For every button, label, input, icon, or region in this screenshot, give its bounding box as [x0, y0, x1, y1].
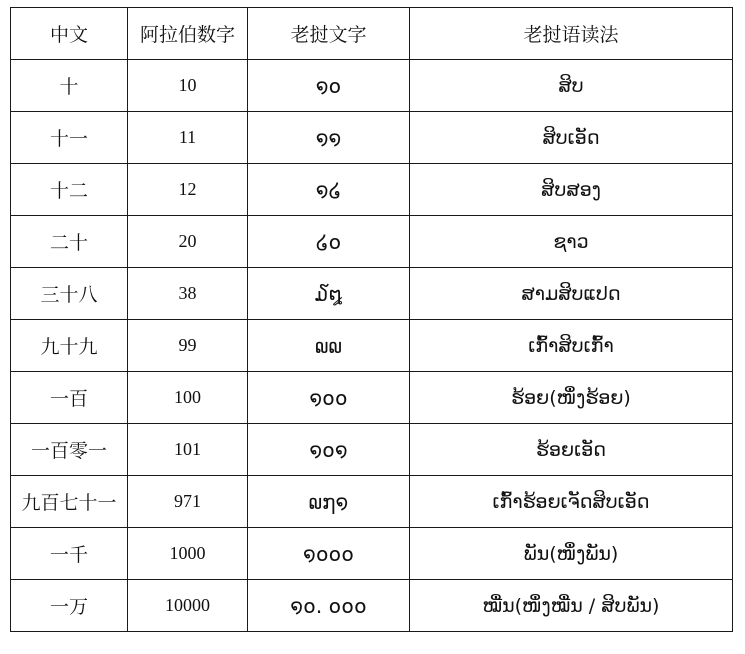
cell-arabic: 99 [128, 320, 248, 372]
cell-lao-reading: ໝື່ນ(ໜຶ່ງໝື່ນ / ສິບພັນ) [410, 580, 733, 632]
cell-chinese: 三十八 [11, 268, 128, 320]
cell-chinese: 一万 [11, 580, 128, 632]
cell-lao-reading: ສິບເອັດ [410, 112, 733, 164]
cell-arabic: 1000 [128, 528, 248, 580]
table-row [11, 112, 733, 164]
cell-lao-numeral: ໒໐ [248, 216, 410, 268]
cell-chinese: 十一 [11, 112, 128, 164]
cell-lao-numeral: ໑໐. ໐໐໐ [248, 580, 410, 632]
table-row [11, 372, 733, 424]
table-row [11, 476, 733, 528]
table-row [11, 216, 733, 268]
cell-chinese: 九百七十一 [11, 476, 128, 528]
cell-arabic: 20 [128, 216, 248, 268]
cell-lao-numeral: ໙໙ [248, 320, 410, 372]
cell-lao-reading: ຊາວ [410, 216, 733, 268]
table-row [11, 164, 733, 216]
number-table [10, 7, 733, 632]
cell-lao-numeral: ໑໒ [248, 164, 410, 216]
cell-chinese: 一千 [11, 528, 128, 580]
cell-arabic: 12 [128, 164, 248, 216]
table-row [11, 580, 733, 632]
cell-arabic: 11 [128, 112, 248, 164]
cell-lao-reading: ສາມສິບແປດ [410, 268, 733, 320]
cell-chinese: 十二 [11, 164, 128, 216]
cell-chinese: 二十 [11, 216, 128, 268]
cell-arabic: 971 [128, 476, 248, 528]
cell-lao-numeral: ໓໘ [248, 268, 410, 320]
cell-lao-numeral: ໙໗໑ [248, 476, 410, 528]
table-row [11, 424, 733, 476]
cell-chinese: 九十九 [11, 320, 128, 372]
cell-lao-reading: ສິບ [410, 60, 733, 112]
cell-lao-reading: ພັນ(ໜຶ່ງພັນ) [410, 528, 733, 580]
cell-lao-numeral: ໑໐໐໐ [248, 528, 410, 580]
cell-lao-reading: ເກົ້າສິບເກົ້າ [410, 320, 733, 372]
cell-lao-reading: ຮ້ອຍເອັດ [410, 424, 733, 476]
cell-arabic: 38 [128, 268, 248, 320]
table-row [11, 60, 733, 112]
cell-arabic: 100 [128, 372, 248, 424]
cell-arabic: 10000 [128, 580, 248, 632]
cell-chinese: 十 [11, 60, 128, 112]
header-chinese: 中文 [11, 8, 128, 60]
table-row [11, 528, 733, 580]
cell-arabic: 10 [128, 60, 248, 112]
cell-chinese: 一百 [11, 372, 128, 424]
header-lao-numerals: 老挝文字 [248, 8, 410, 60]
cell-lao-numeral: ໑໑ [248, 112, 410, 164]
cell-arabic: 101 [128, 424, 248, 476]
cell-lao-numeral: ໑໐໐ [248, 372, 410, 424]
header-arabic-numerals: 阿拉伯数字 [128, 8, 248, 60]
cell-lao-numeral: ໑໐ [248, 60, 410, 112]
cell-lao-numeral: ໑໐໑ [248, 424, 410, 476]
table-row [11, 268, 733, 320]
cell-lao-reading: ສິບສອງ [410, 164, 733, 216]
header-lao-reading: 老挝语读法 [410, 8, 733, 60]
cell-chinese: 一百零一 [11, 424, 128, 476]
header-row [11, 8, 733, 60]
table-row [11, 320, 733, 372]
cell-lao-reading: ເກົ້າຮ້ອຍເຈັດສິບເອັດ [410, 476, 733, 528]
cell-lao-reading: ຮ້ອຍ(ໜຶ່ງຮ້ອຍ) [410, 372, 733, 424]
